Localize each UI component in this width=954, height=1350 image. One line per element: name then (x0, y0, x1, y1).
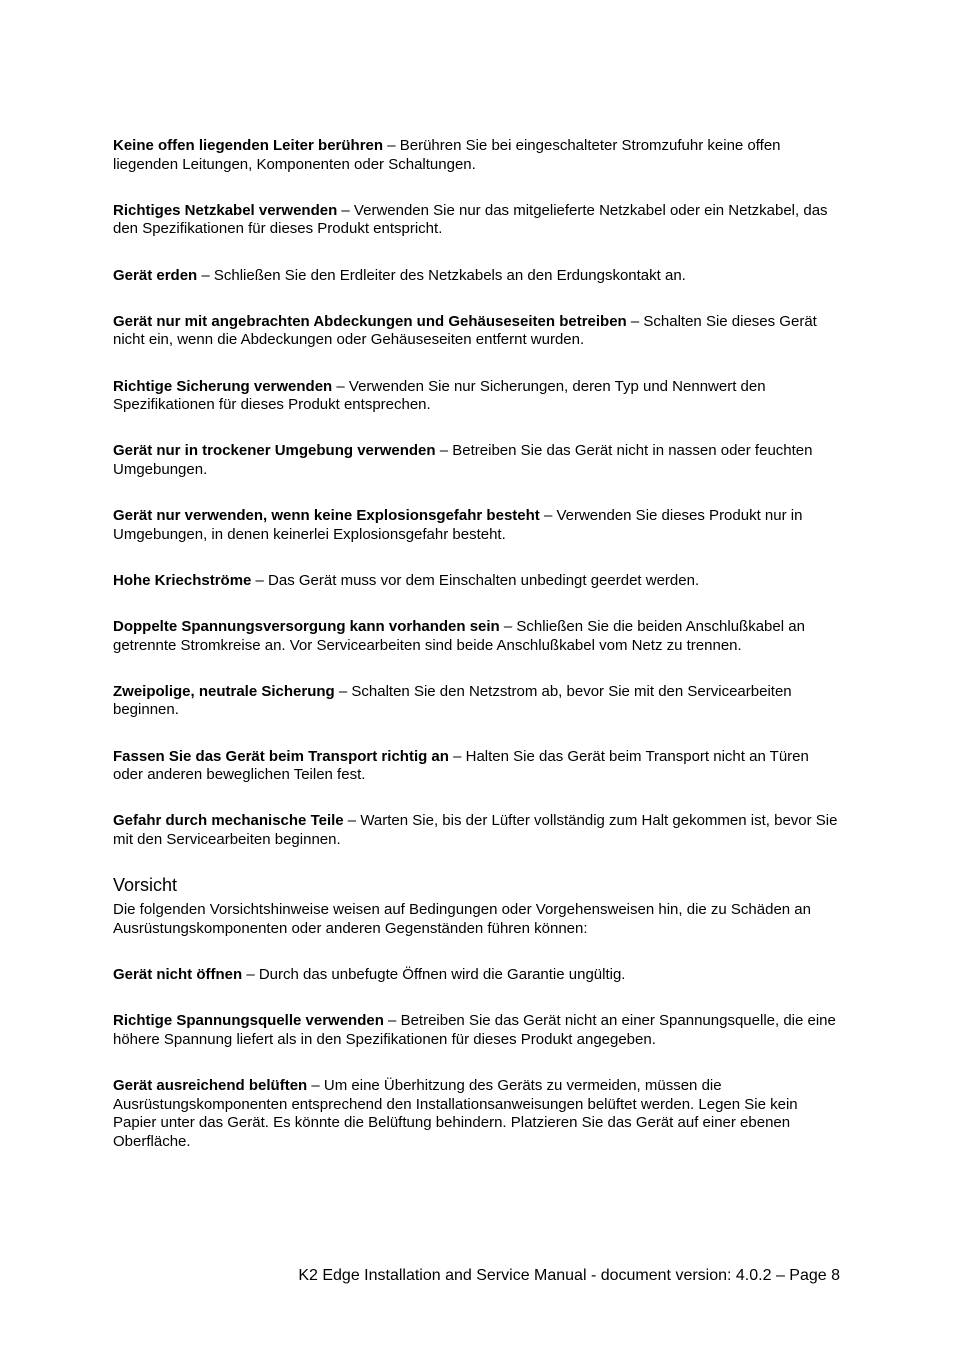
warning-title: Keine offen liegenden Leiter berühren (113, 137, 384, 154)
warning-text: – Halten Sie das Gerät beim Transport nicht an Türen oder anderen beweglichen Teilen fest. (113, 747, 809, 784)
warning-title: Richtiges Netzkabel verwenden (113, 201, 338, 219)
caution-text: – Durch das unbefugte Öffnen wird die Garantie ungültig. (242, 965, 626, 983)
caution-title: Gerät nicht öffnen (113, 965, 243, 983)
warning-title: Gerät erden (113, 266, 198, 284)
warning-paragraph (113, 442, 841, 479)
caution-intro: Die folgenden Vorsichtshinweise weisen auf Bedingungen oder Vorgehensweisen hin, die zu Schäden an Ausrüstungskomponenten oder anderen Gegenständen führen können: (113, 901, 811, 937)
warning-title: Gefahr durch mechanische Teile (113, 812, 344, 830)
caution-paragraph (113, 1077, 841, 1151)
warning-title: Gerät nur verwenden, wenn keine Explosionsgefahr besteht (113, 507, 540, 525)
warning-title: Fassen Sie das Gerät beim Transport richtig an (113, 747, 449, 765)
warning-title: Doppelte Spannungsversorgung kann vorhanden sein (113, 618, 500, 636)
caution-text: – Um eine Überhitzung des Geräts zu vermeiden, müssen die Ausrüstungskomponenten entsprechend den Installationsanweisungen belüftet werden. Legen Sie kein Papier unter das Gerät. Es könnte die Belüftung behindern. Platzieren Sie das Gerät auf einer ebenen Oberfläche. (113, 1076, 798, 1150)
page-content (113, 137, 841, 1179)
warning-paragraph (113, 572, 841, 591)
warning-title: Gerät nur mit angebrachten Abdeckungen und Gehäuseseiten betreiben (113, 312, 627, 330)
warning-paragraph (113, 137, 841, 174)
warning-text: – Das Gerät muss vor dem Einschalten unbedingt geerdet werden. (251, 571, 700, 589)
warning-paragraph (113, 507, 841, 544)
caution-paragraph (113, 966, 841, 985)
warning-text: – Verwenden Sie nur das mitgelieferte Netzkabel oder ein Netzkabel, das den Spezifikationen für dieses Produkt entspricht. (113, 201, 828, 238)
warning-text: – Schließen Sie den Erdleiter des Netzkabels an den Erdungskontakt an. (197, 266, 686, 284)
caution-paragraph (113, 1012, 841, 1049)
caution-title: Gerät ausreichend belüften (113, 1076, 308, 1094)
caution-text: – Betreiben Sie das Gerät nicht an einer Spannungsquelle, die eine höhere Spannung liefert als in den Spezifikationen für dieses Produkt angegeben. (113, 1012, 836, 1048)
warning-text: – Berühren Sie bei eingeschalteter Stromzufuhr keine offen liegenden Leitungen, Komponenten oder Schaltungen. (113, 137, 781, 173)
warning-text: – Warten Sie, bis der Lüfter vollständig zum Halt gekommen ist, bevor Sie mit den Servicearbeiten beginnen. (113, 812, 838, 848)
caution-heading: Vorsicht (113, 875, 178, 896)
warning-text: – Schließen Sie die beiden Anschlußkabel an getrennte Stromkreise an. Vor Servicearbeiten sind beide Anschlußkabel vom Netz zu trennen. (113, 618, 805, 654)
warning-text: – Schalten Sie den Netzstrom ab, bevor Sie mit den Servicearbeiten beginnen. (113, 682, 792, 719)
warning-title: Zweipolige, neutrale Sicherung (113, 682, 335, 700)
warning-paragraph (113, 618, 841, 655)
warning-paragraph (113, 267, 841, 286)
warning-paragraph (113, 683, 841, 720)
warning-paragraph (113, 378, 841, 415)
warning-paragraph (113, 202, 841, 239)
warning-text: – Verwenden Sie dieses Produkt nur in Umgebungen, in denen keinerlei Explosionsgefahr besteht. (113, 507, 803, 543)
warning-text: – Verwenden Sie nur Sicherungen, deren Typ und Nennwert den Spezifikationen für dieses Produkt entsprechen. (113, 377, 766, 414)
warning-title: Gerät nur in trockener Umgebung verwenden (113, 442, 436, 460)
warning-title: Hohe Kriechströme (113, 571, 252, 589)
warning-text: – Betreiben Sie das Gerät nicht in nassen oder feuchten Umgebungen. (113, 442, 813, 478)
warning-title: Richtige Sicherung verwenden (113, 377, 333, 395)
warning-paragraph (113, 313, 841, 350)
warning-paragraph (113, 748, 841, 785)
warning-paragraph (113, 812, 841, 849)
caution-title: Richtige Spannungsquelle verwenden (113, 1012, 384, 1030)
warning-text: – Schalten Sie dieses Gerät nicht ein, wenn die Abdeckungen oder Gehäuseseiten entfernt wurden. (113, 312, 817, 349)
page-footer: K2 Edge Installation and Service Manual - document version: 4.0.2 – Page 8 (298, 1267, 840, 1284)
